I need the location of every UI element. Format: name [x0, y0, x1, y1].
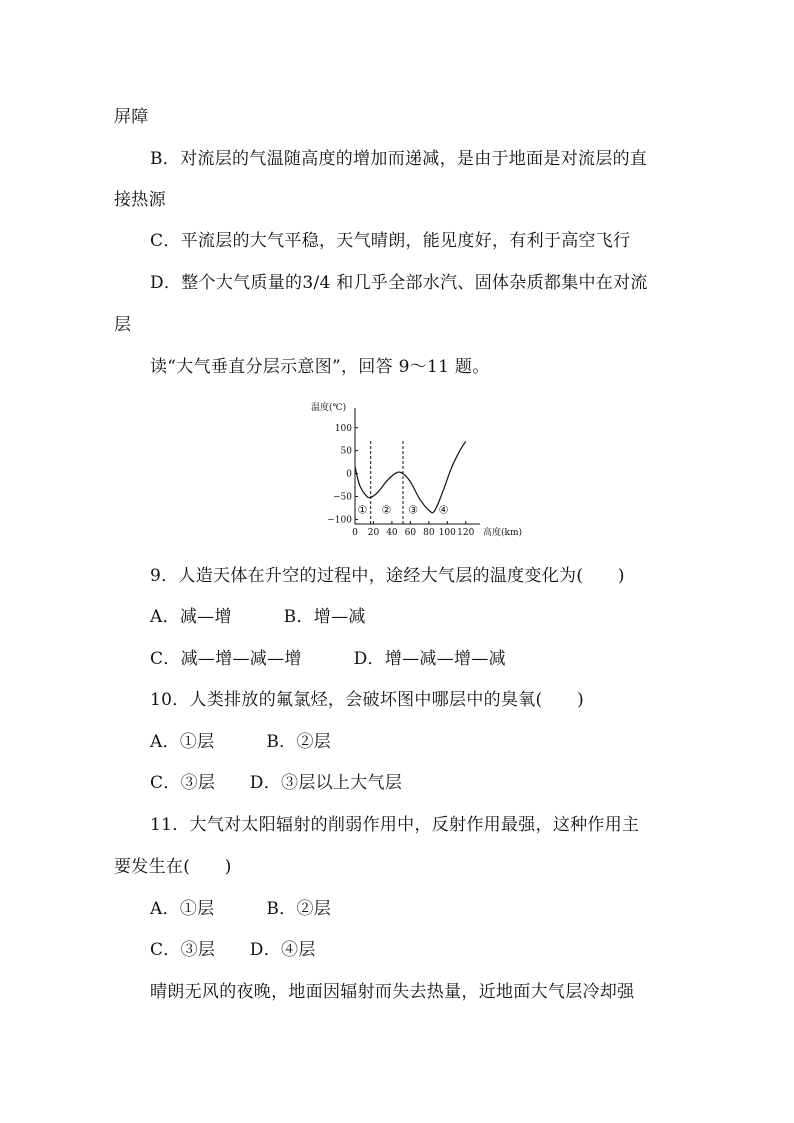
y-tick-label: 0	[346, 469, 352, 480]
question-9-options-ab: A．减—增 B．增—减	[150, 607, 366, 627]
x-tick-label: 60	[404, 528, 417, 538]
x-tick-label: 0	[352, 528, 358, 538]
y-tick-label: −50	[333, 492, 352, 503]
layer-label: ④	[438, 503, 449, 517]
question-10: 10．人类排放的氟氯烃，会破坏图中哪层中的臭氧( )	[150, 690, 584, 710]
layer-label: ②	[381, 503, 392, 517]
question-11-options-cd: C．③层 D．④层	[150, 940, 316, 960]
x-tick-label: 20	[367, 528, 380, 538]
question-11: 11．大气对太阳辐射的削弱作用中，反射作用最强，这种作用主	[150, 815, 640, 835]
question-9-options-cd: C．减—增—减—增 D．增—减—增—减	[150, 649, 506, 669]
question-10-options-cd: C．③层 D．③层以上大气层	[150, 773, 403, 793]
question-9: 9．人造天体在升空的过程中，途经大气层的温度变化为( )	[150, 566, 625, 586]
atmosphere-layer-chart	[305, 396, 525, 546]
y-tick-label: 50	[340, 446, 352, 457]
option-c-line: C．平流层的大气平稳，天气晴朗，能见度好，有利于高空飞行	[150, 231, 631, 251]
text-line: 晴朗无风的夜晚，地面因辐射而失去热量，近地面大气层冷却强	[150, 982, 635, 1002]
option-b-line: B．对流层的气温随高度的增加而递减，是由于地面是对流层的直	[150, 149, 648, 169]
text-line: 层	[114, 315, 132, 335]
layer-label: ③	[408, 503, 419, 517]
x-axis-label: 高度(km)	[483, 528, 523, 538]
temperature-curve	[355, 442, 466, 513]
y-tick-label: −100	[327, 515, 352, 526]
y-axis-label: 温度(℃)	[311, 403, 347, 413]
question-11-options-ab: A．①层 B．②层	[150, 899, 332, 919]
x-tick-label: 120	[457, 528, 475, 538]
layer-label: ①	[357, 503, 368, 517]
option-d-line: D．整个大气质量的3/4 和几乎全部水汽、固体杂质都集中在对流	[150, 273, 648, 293]
question-11-cont: 要发生在( )	[114, 857, 232, 877]
question-10-options-ab: A．①层 B．②层	[150, 732, 332, 752]
x-tick-label: 80	[423, 528, 435, 538]
text-line: 接热源	[114, 190, 166, 210]
figure-intro: 读“大气垂直分层示意图”，回答 9～11 题。	[150, 357, 490, 377]
text-line: 屏障	[114, 107, 149, 127]
x-tick-label: 100	[438, 528, 456, 538]
x-tick-label: 40	[386, 528, 398, 538]
y-tick-label: 100	[334, 423, 352, 434]
